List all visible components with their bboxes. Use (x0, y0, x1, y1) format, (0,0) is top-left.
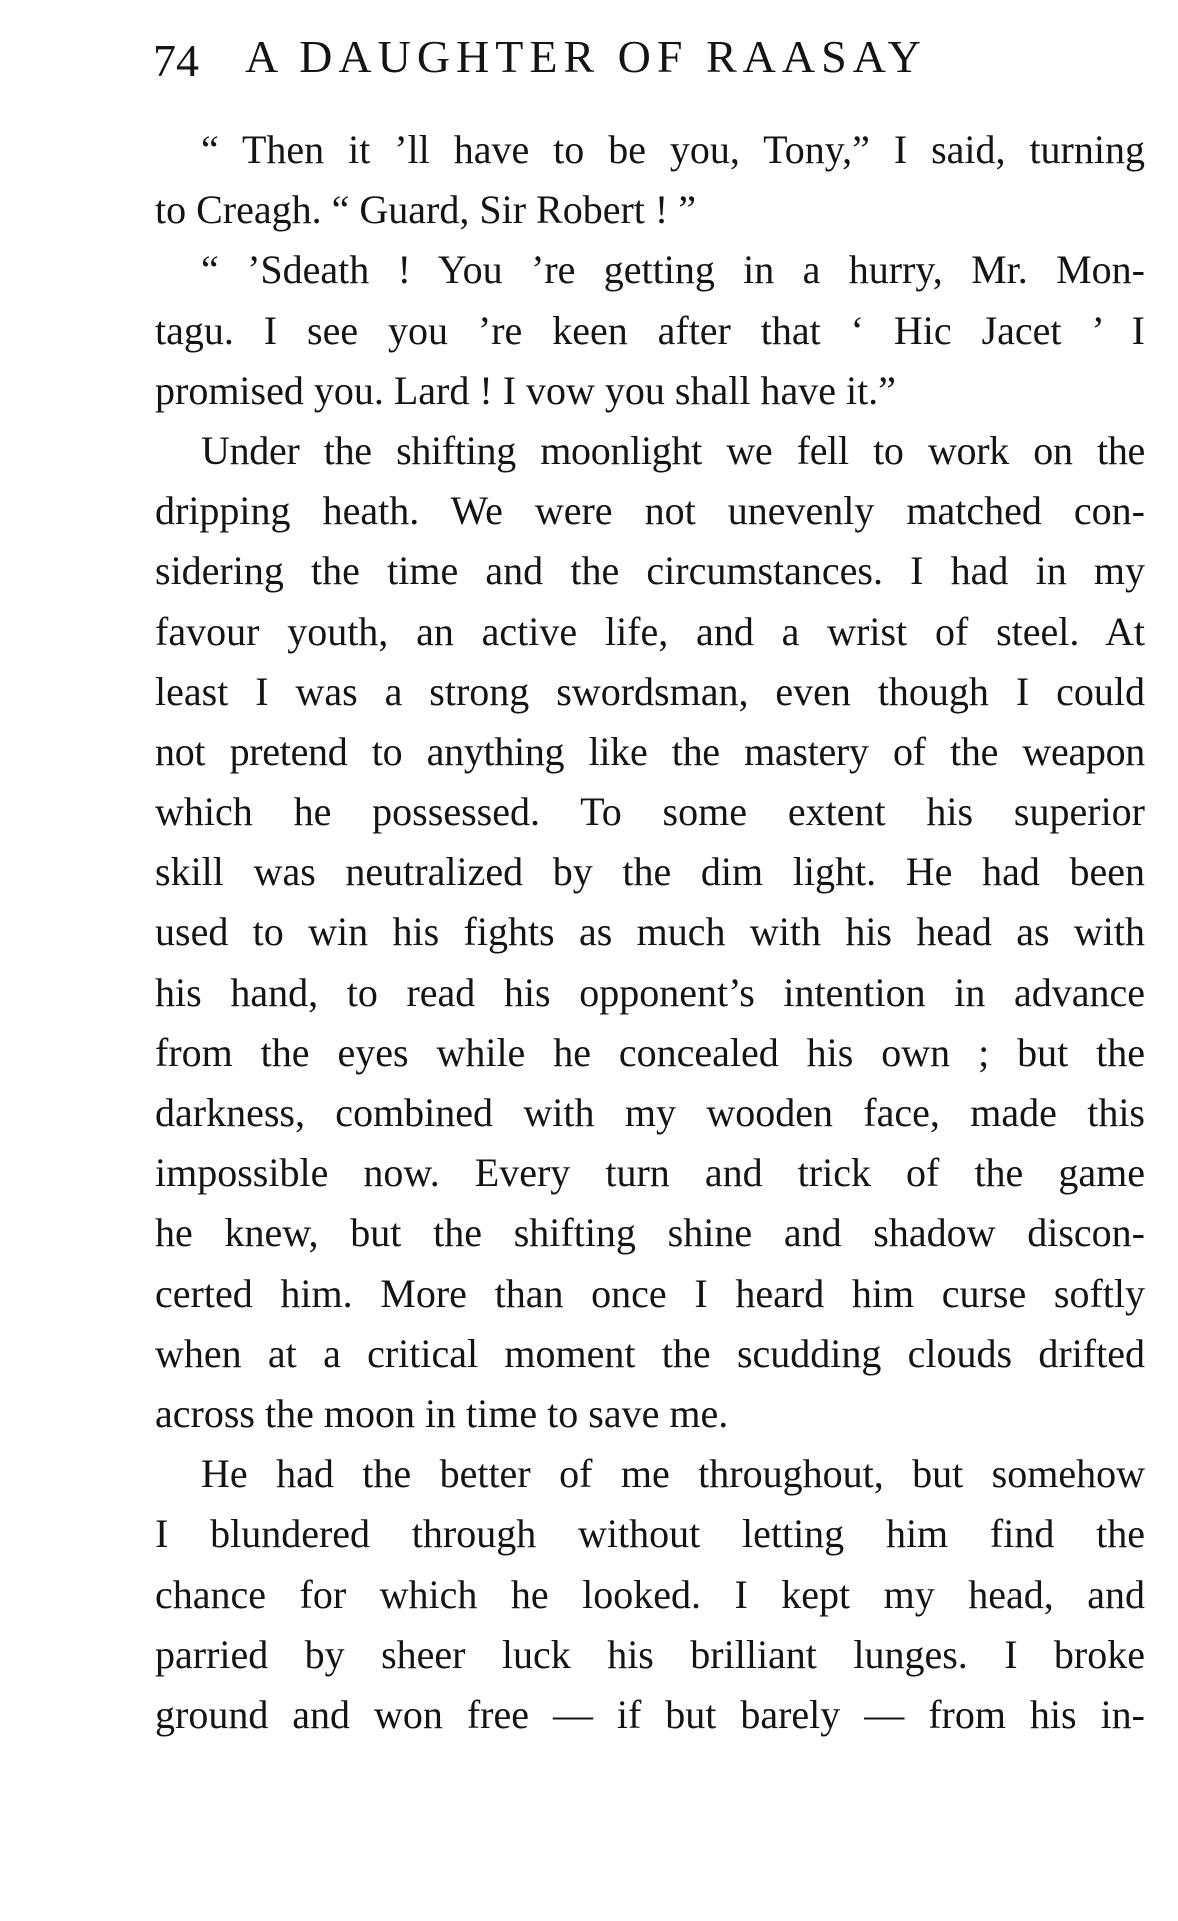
text-line: which he possessed. To some extent his superior (155, 789, 1145, 835)
text-line: tagu. I see you ’re keen after that ‘ Hic Jacet ’ I (155, 307, 1145, 353)
text-line: “ ’Sdeath ! You ’re getting in a hurry, Mr. Mon- (201, 247, 1145, 293)
text-line: skill was neutralized by the dim light. He had been (155, 849, 1145, 895)
page-number: 74 (153, 35, 199, 86)
text-line: “ Then it ’ll have to be you, Tony,” I said, turning (201, 127, 1145, 172)
body-text (155, 120, 1145, 1745)
text-line: He had the better of me throughout, but somehow (201, 1451, 1145, 1497)
running-head (153, 30, 1128, 100)
text-line: impossible now. Every turn and trick of the game (155, 1150, 1145, 1196)
text-line: used to win his fights as much with his head as with (155, 909, 1145, 955)
text-line: least I was a strong swordsman, even though I could (155, 668, 1145, 714)
text-line: across the moon in time to save me. (155, 1390, 729, 1436)
text-line: from the eyes while he concealed his own ; but the (155, 1029, 1145, 1075)
text-line: favour youth, an active life, and a wrist of steel. At (155, 608, 1145, 654)
text-line: to Creagh. “ Guard, Sir Robert ! ” (155, 187, 696, 233)
text-line: his hand, to read his opponent’s intention in advance (155, 969, 1145, 1015)
text-line: Under the shifting moonlight we fell to work on the (201, 427, 1145, 473)
text-line: I blundered through without letting him find the (155, 1511, 1145, 1557)
running-title: A DAUGHTER OF RAASAY (245, 31, 927, 82)
text-line: sidering the time and the circumstances. I had in my (155, 548, 1145, 594)
text-line: darkness, combined with my wooden face, made this (155, 1090, 1145, 1135)
text-line: promised you. Lard ! I vow you shall have it.” (155, 367, 896, 413)
text-line: ground and won free — if but barely — from his in- (155, 1691, 1145, 1737)
text-line: he knew, but the shifting shine and shadow discon- (155, 1210, 1145, 1256)
text-line: chance for which he looked. I kept my head, and (155, 1571, 1145, 1617)
text-line: parried by sheer luck his brilliant lunges. I broke (155, 1631, 1145, 1677)
text-line: certed him. More than once I heard him curse softly (155, 1270, 1145, 1316)
text-line: not pretend to anything like the mastery of the weapon (155, 728, 1145, 774)
text-line: dripping heath. We were not unevenly matched con- (155, 488, 1145, 534)
text-line: when at a critical moment the scudding clouds drifted (155, 1330, 1145, 1376)
